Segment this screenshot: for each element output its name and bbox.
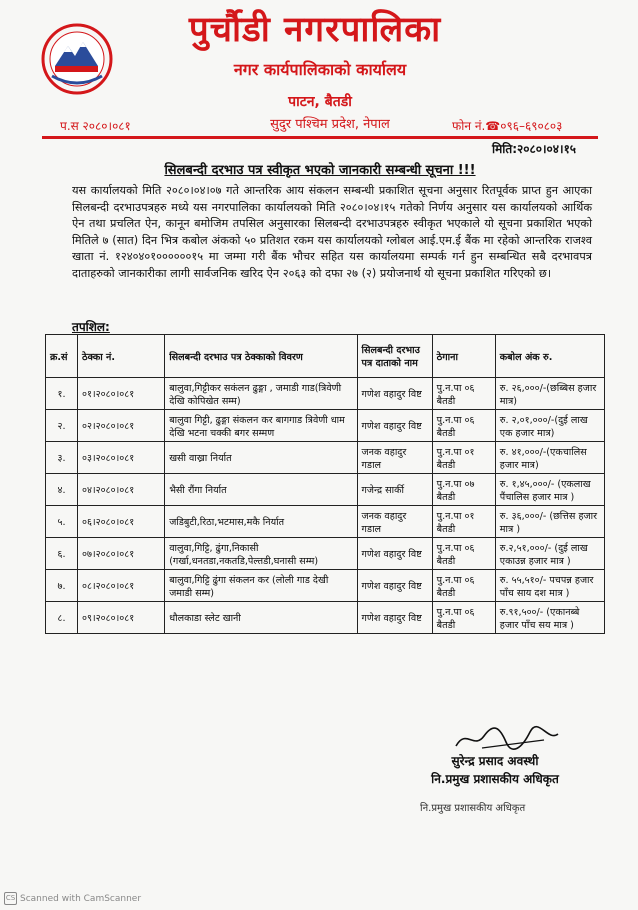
cell-amount: रु. १,४५,०००/- (एकलाख पैंचालिस हजार मात्र ) [495, 474, 604, 506]
notice-body: यस कार्यालयको मिति २०८०।०४।०७ गते आन्तरिक आय संकलन सम्बन्धी प्रकाशित सूचना अनुसार रितपूर्वक प्राप्त हुन आएका सिलबन्दी दरभाउपत्रहरु मध्ये यस नगरपालिका कार्यालयको मिति २०८०।०४।१५ गतेको निर्णय अनुसार यस कार्यालयको आर्थिक ऐन तथा प्रचलित ऐन, कानून बमोजिम तपसिल अनुसारका सिलबन्दी दरभाउपत्रहरु स्वीकृत भएकाले यो सूचना प्रकाशित भएको मितिले ७ (सात) दिन भित्र कबोल अंकको ५० प्रतिशत रकम यस कार्यालयको ग्लोबल आई.एम.ई बैंक मा रहेको आन्तरिक राजश्व खाता नं. १२४०४०१००००००१५ मा जम्मा गरी बैंक भौचर सहित यस कार्यालयमा सम्पर्क गर्न हुन सम्बन्धित सबै दरभावपत्र दाताहरुको जानकारीका लागी सार्वजनिक खरिद ऐन २०६३ को दफा २७ (२) प्रयोजनार्थ यो सूचना प्रकाशित गरिएको छ। [72, 184, 592, 280]
cell-contract-no: ०७।२०८०।०८१ [78, 538, 165, 570]
reference-number: प.स २०८०।०८१ [60, 119, 131, 133]
cell-contract-no: ०८।२०८०।०८१ [78, 570, 165, 602]
cell-amount: रु. २६,०००/-(छब्बिस हजार मात्र) [495, 378, 604, 410]
cell-address: पु.न.पा ०६ बैतडी [432, 378, 495, 410]
cell-bidder: गणेश वहादुर विष्ट [357, 570, 432, 602]
cell-serial: १. [46, 378, 78, 410]
scanner-watermark-text: Scanned with CamScanner [20, 894, 142, 904]
cell-contract-no: ०३।२०८०।०८१ [78, 442, 165, 474]
cell-bidder: गणेश वहादुर विष्ट [357, 378, 432, 410]
cell-amount: रु. ४१,०००/-(एकचालिस हजार मात्र) [495, 442, 604, 474]
cell-address: पु.न.पा ०६ बैतडी [432, 410, 495, 442]
col-amount: कबोल अंक रु. [495, 335, 604, 378]
cell-contract-no: ०९।२०८०।०८१ [78, 602, 165, 634]
cell-description: बालुवा,गिट्टीकर सकंलन ढुङ्गा , जमाडी गाड(त्रिवेणी देखि कोपिखेत सम्म) [165, 378, 357, 410]
header-divider [42, 136, 598, 139]
municipality-emblem [40, 22, 114, 96]
signatory-name: सुरेन्द्र प्रसाद अवस्थी [451, 754, 539, 768]
cell-description: वालुवा,गिट्टि, ढुंगा,निकासी (गर्खा,धनतडा,नकतडि,पेल्तडी,घनासी सम्म) [165, 538, 357, 570]
table-row [46, 474, 605, 506]
cell-bidder: गणेश वहादुर विष्ट [357, 410, 432, 442]
cell-contract-no: ०६।२०८०।०८१ [78, 506, 165, 538]
col-serial: क्र.सं [46, 335, 78, 378]
signature-stamp: नि.प्रमुख प्रशासकीय अधिकृत [420, 803, 526, 814]
table-row [46, 538, 605, 570]
cell-address: पु.न.पा ०६ बैतडी [432, 538, 495, 570]
table-row [46, 410, 605, 442]
cell-bidder: गणेश वहादुर विष्ट [357, 538, 432, 570]
cell-address: पु.न.पा ०१ बैतडी [432, 442, 495, 474]
cell-serial: ३. [46, 442, 78, 474]
table-header-row [46, 335, 605, 378]
table-row [46, 378, 605, 410]
table-row [46, 570, 605, 602]
notice-heading: सिलबन्दी दरभाउ पत्र स्वीकृत भएको जानकारी सम्बन्धी सूचना !!! [164, 163, 476, 178]
cell-address: पु.न.पा ०१ बैतडी [432, 506, 495, 538]
cell-address: पु.न.पा ०६ बैतडी [432, 602, 495, 634]
cell-bidder: जनक वहादुर गडाल [357, 506, 432, 538]
office-subtitle: नगर कार्यपालिकाको कार्यालय [233, 60, 407, 79]
municipality-title: पुर्चौडी नगरपालिका [188, 10, 442, 50]
cell-contract-no: ०४।२०८०।०८१ [78, 474, 165, 506]
col-bidder: सिलबन्दी दरभाउ पत्र दाताको नाम [357, 335, 432, 378]
contracts-table [45, 334, 605, 634]
cell-address: पु.न.पा ०६ बैतडी [432, 570, 495, 602]
phone-number: फोन नं.☎०९६–६९०८०३ [452, 119, 563, 133]
office-province: सुदुर पश्चिम प्रदेश, नेपाल [270, 117, 390, 132]
details-label: तपशिल: [72, 320, 110, 334]
handwritten-signature [452, 724, 562, 752]
cell-description: बालुवा गिट्टी, ढुङ्गा संकलन कर बागगाड त्रिवेणी धाम देखि भटना चक्की बगर सम्मण [165, 410, 357, 442]
notice-date: मिति:२०८०।०४।१५ [492, 142, 577, 156]
table-row [46, 602, 605, 634]
cell-serial: ७. [46, 570, 78, 602]
cell-bidder: जनक वहादुर गडाल [357, 442, 432, 474]
cell-amount: रु. ३६,०००/- (छत्तिस हजार मात्र ) [495, 506, 604, 538]
cell-amount: रु. ५५,५१०/- पचपन्न हजार पाँच साय दश मात्र ) [495, 570, 604, 602]
cell-description: बालुवा,गिट्टि ढुंगा संकलन कर (लोली गाड देखी जमाडी सम्म) [165, 570, 357, 602]
col-contract-no: ठेक्का नं. [78, 335, 165, 378]
cell-description: धौलकाडा स्लेट खानी [165, 602, 357, 634]
cell-contract-no: ०२।२०८०।०८१ [78, 410, 165, 442]
signatory-designation: नि.प्रमुख प्रशासकीय अधिकृत [431, 772, 559, 786]
cell-serial: २. [46, 410, 78, 442]
table-row [46, 506, 605, 538]
cell-address: पु.न.पा ०७ बैतडी [432, 474, 495, 506]
cell-serial: ४. [46, 474, 78, 506]
table-row [46, 442, 605, 474]
cell-contract-no: ०१।२०८०।०८१ [78, 378, 165, 410]
camscanner-icon: CS [4, 892, 17, 905]
cell-bidder: गजेन्द्र सार्की [357, 474, 432, 506]
cell-description: जडिबुटी,रिठा,भटमास,मकै निर्यात [165, 506, 357, 538]
cell-serial: ८. [46, 602, 78, 634]
cell-description: भैसी रौंगा निर्यात [165, 474, 357, 506]
cell-serial: ५. [46, 506, 78, 538]
cell-amount: रु. २,०१,०००/-(दुई लाख एक हजार मात्र) [495, 410, 604, 442]
cell-bidder: गणेश वहादुर विष्ट [357, 602, 432, 634]
cell-serial: ६. [46, 538, 78, 570]
col-address: ठेगाना [432, 335, 495, 378]
cell-description: खसी वाख्रा निर्यात [165, 442, 357, 474]
office-location: पाटन, बैतडी [288, 94, 352, 110]
col-description: सिलबन्दी दरभाउ पत्र ठेक्काको विवरण [165, 335, 357, 378]
cell-amount: रु.९१,५००/- (एकानब्बे हजार पाँच सय मात्र ) [495, 602, 604, 634]
cell-amount: रु.२,५१,०००/- (दुई लाख एकाउन्न हजार मात्र ) [495, 538, 604, 570]
scanner-watermark [4, 892, 141, 905]
